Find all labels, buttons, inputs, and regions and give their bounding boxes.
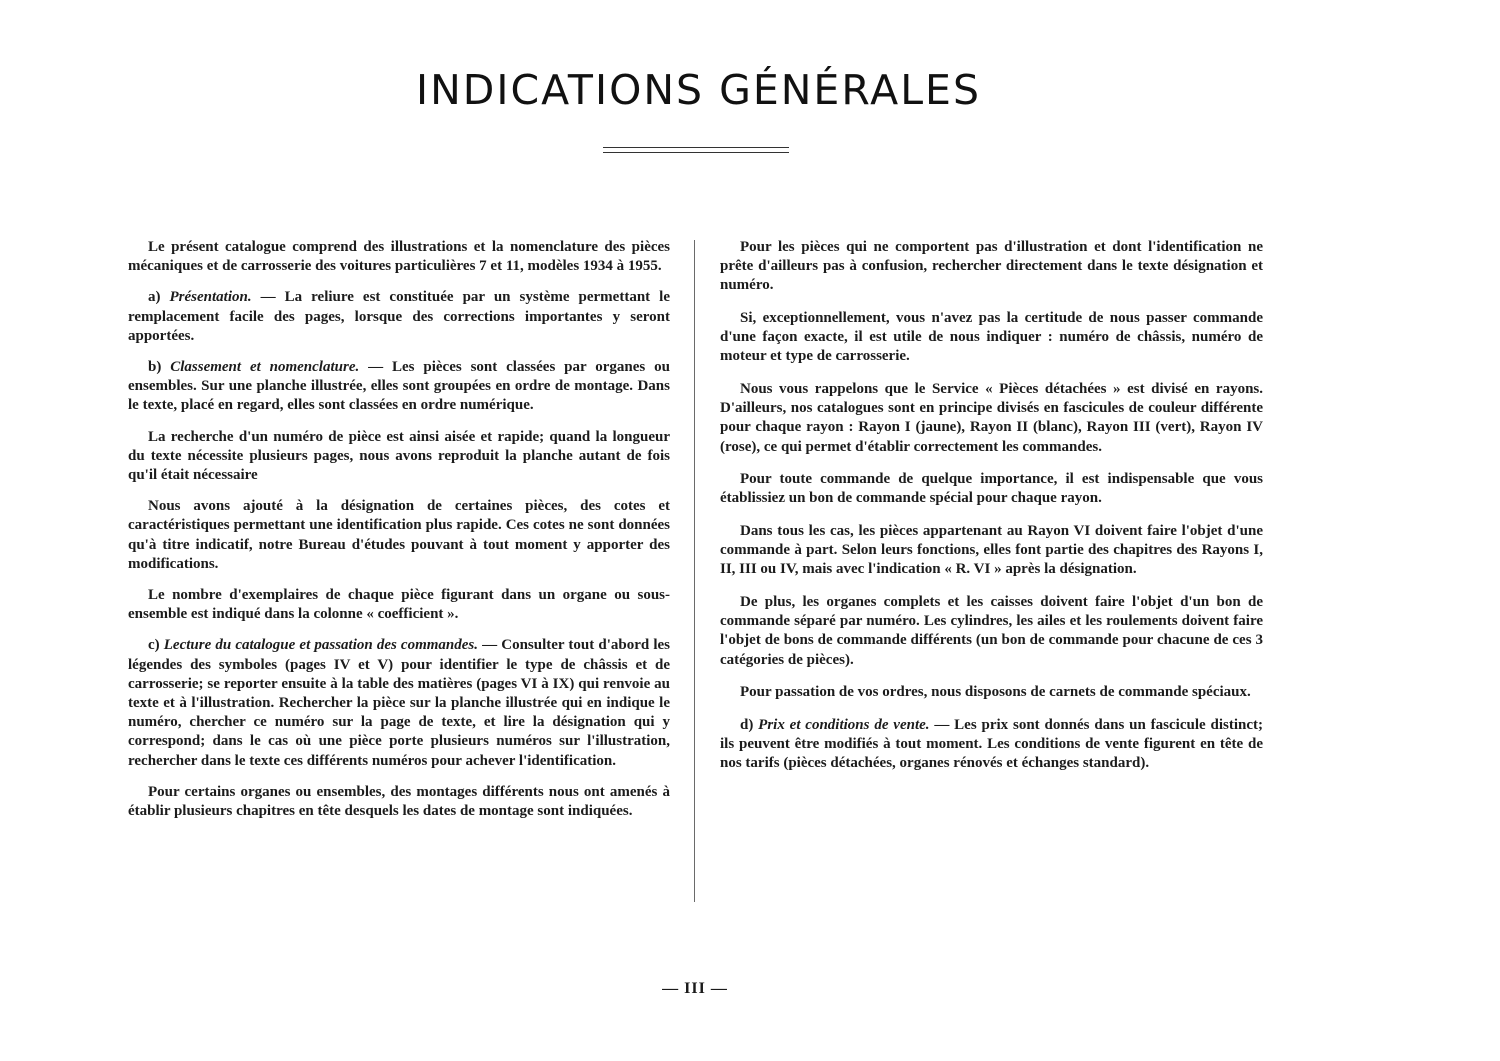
paragraph-presentation [128,288,670,346]
page-number: — III — [662,980,728,997]
section-heading: Lecture du catalogue et passation des commandes. [163,637,479,654]
paragraph-classement [128,358,670,416]
paragraph-prix [720,716,1263,774]
paragraph-sans-illustration: Pour les pièces qui ne comportent pas d'illustration et dont l'identification ne prête d'ailleurs pas à confusion, rechercher directement dans le texte désignation et numéro. [720,239,1263,294]
page-title: INDICATIONS GÉNÉRALES [416,66,981,114]
section-text: — La reliure est constituée par un système permettant le remplacement facile des pages, lorsque des corrections importantes y seront apportées. [128,289,670,344]
paragraph-organes-complets: De plus, les organes complets et les caisses doivent faire l'objet d'un bon de commande séparé par numéro. Les cylindres, les ailes et les roulements doivent faire l'objet de bons de commande différents (un bon de commande pour chacune de ces 3 catégories de pièces). [720,594,1263,668]
paragraph-coefficient: Le nombre d'exemplaires de chaque pièce figurant dans un organe ou sous-ensemble est indiqué dans la colonne « coefficient ». [128,587,670,623]
paragraph-rayon-vi: Dans tous les cas, les pièces appartenant au Rayon VI doivent faire l'objet d'une commande à part. Selon leurs fonctions, elles font partie des chapitres des Rayons I, II, III ou IV, mais avec l'indication « R. VI » après la désignation. [720,523,1263,578]
section-text: — Les pièces sont classées par organes ou ensembles. Sur une planche illustrée, elles sont groupées en ordre de montage. Dans le texte, placé en regard, elles sont classées en ordre numérique. [128,359,670,414]
section-label: d) [740,716,759,733]
paragraph-intro: Le présent catalogue comprend des illustrations et la nomenclature des pièces mécaniques et de carrosserie des voitures particulières 7 et 11, modèles 1934 à 1955. [128,239,670,275]
paragraph-certitude: Si, exceptionnellement, vous n'avez pas la certitude de nous passer commande d'une façon exacte, il est utile de nous indiquer : numéro de châssis, numéro de moteur et type de carrosserie. [720,310,1263,365]
column-divider [694,240,695,902]
paragraph-carnets: Pour passation de vos ordres, nous disposons de carnets de commande spéciaux. [740,684,1251,701]
paragraph-recherche: La recherche d'un numéro de pièce est ainsi aisée et rapide; quand la longueur du texte nécessite plusieurs pages, nous avons reproduit la planche autant de fois qu'il était nécessaire [128,428,670,484]
paragraph-bon-commande: Pour toute commande de quelque importance, il est indispensable que vous établissiez un bon de commande spécial pour chaque rayon. [720,471,1263,507]
paragraph-rayons: Nous vous rappelons que le Service « Pièces détachées » est divisé en rayons. D'ailleurs, nos catalogues sont en principe divisés en fascicules de couleur différente pour chaque rayon : Rayon I (jaune), Rayon II (blanc), Rayon III (vert), Rayon IV (rose), ce qui permet d'établir correctement les commandes. [720,381,1263,455]
paragraph-lecture [128,636,670,770]
title-underline [603,147,789,148]
section-label: b) [148,359,171,376]
section-label: c) [148,637,164,654]
left-column [128,238,670,833]
section-heading: Classement et nomenclature. [170,359,360,376]
section-heading: Prix et conditions de vente. [758,716,930,733]
right-column [720,238,1263,787]
section-text: — Les prix sont donnés dans un fascicule distinct; ils peuvent être modifiés à tout moment. Les conditions de vente figurent en tête de nos tarifs (pièces détachées, organes rénovés et échanges standard). [720,716,1263,772]
section-text: — Consulter tout d'abord les légendes des symboles (pages IV et V) pour identifier le type de châssis et de carrosserie; se reporter ensuite à la table des matières (pages VI à IX) qui renvoie au texte et à l'illustration. Rechercher la pièce sur la planche illustrée qui en indique le numéro, chercher ce numéro sur la page de texte, et lire la désignation qui y correspond; dans le cas où une pièce porte plusieurs numéros sur l'illustration, rechercher dans le texte ces différents numéros pour achever l'identification. [128,637,670,769]
section-label: a) [148,289,170,306]
paragraph-montages: Pour certains organes ou ensembles, des montages différents nous ont amenés à établir plusieurs chapitres en tête desquels les dates de montage sont indiquées. [128,783,670,820]
paragraph-cotes: Nous avons ajouté à la désignation de certaines pièces, des cotes et caractéristiques permettant une identification plus rapide. Ces cotes ne sont données qu'à titre indicatif, notre Bureau d'études pouvant à tout moment y apporter des modifications. [128,498,670,572]
title-underline-second [603,152,789,153]
section-heading: Présentation. [169,289,252,306]
